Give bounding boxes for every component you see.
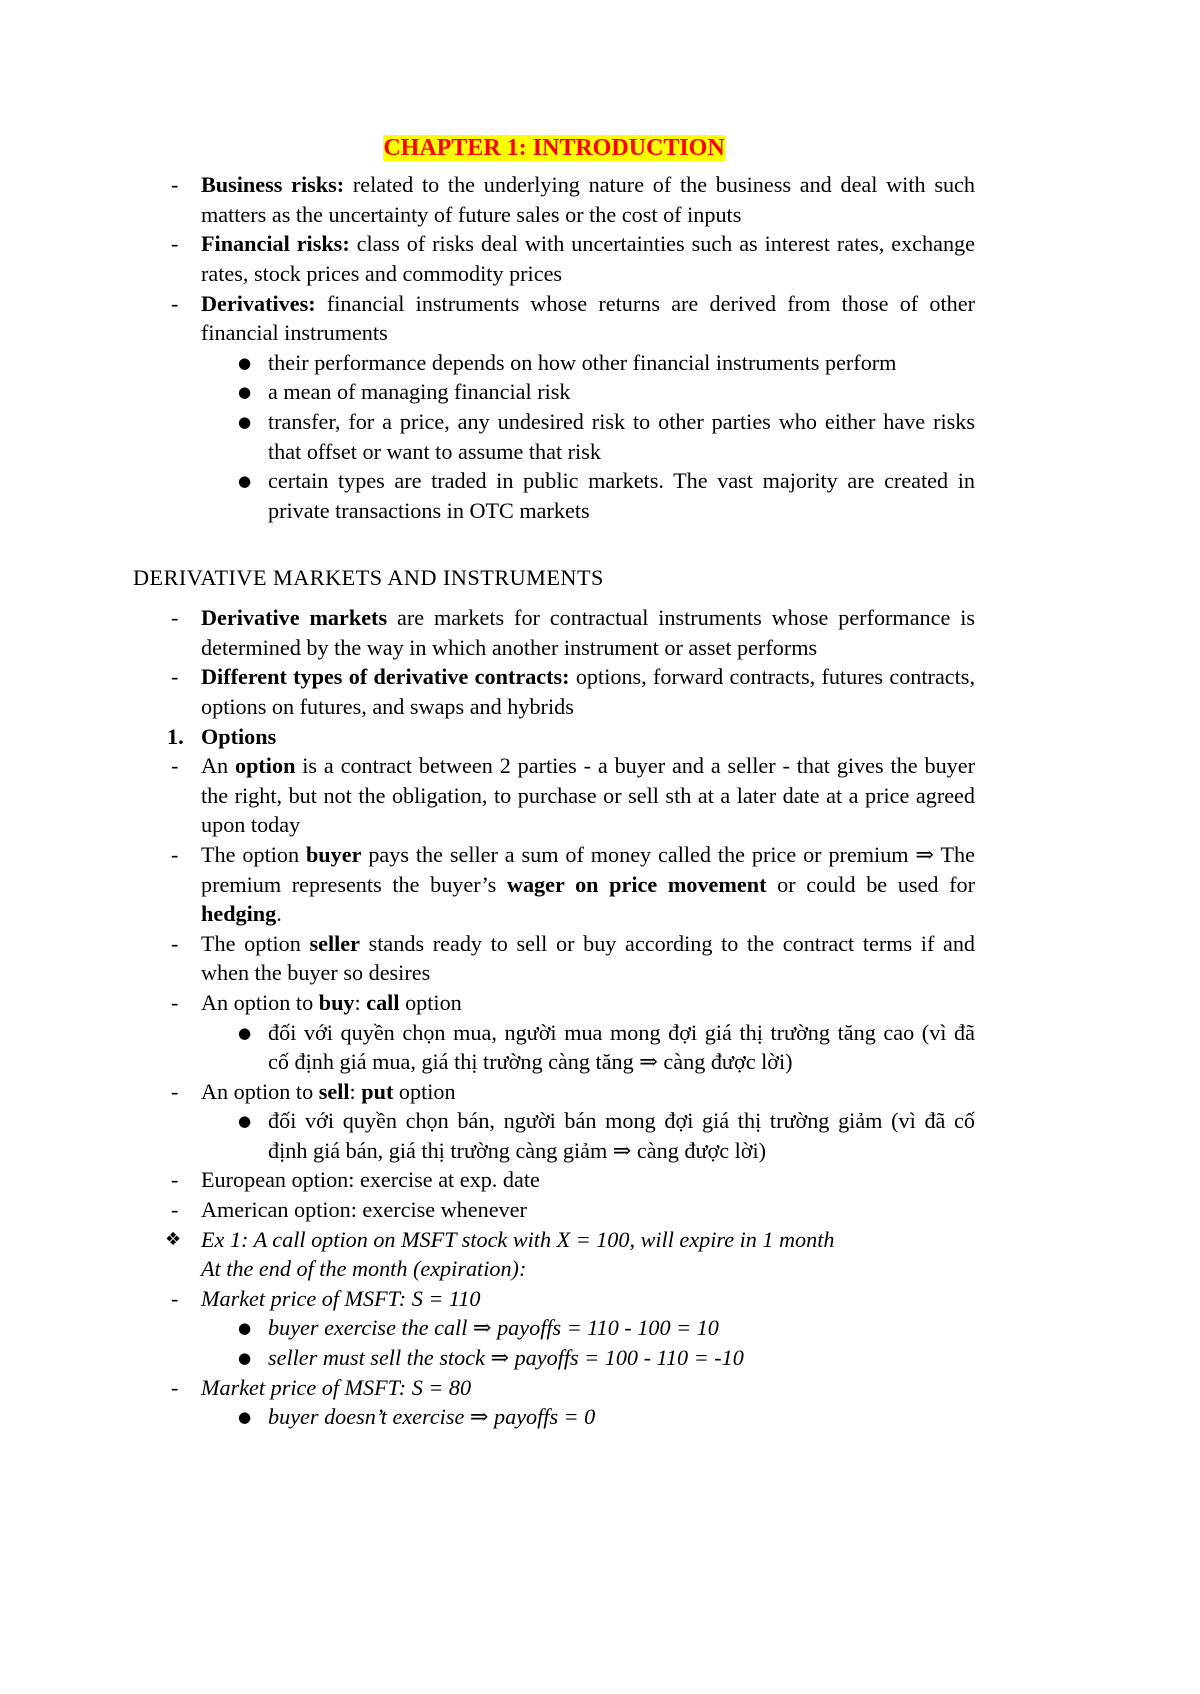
sub-bullet-item [0, 377, 1200, 407]
line-text [201, 988, 975, 1018]
bold-text: buyer [305, 841, 362, 867]
text-run: is a contract between 2 parties - a buyer and a seller - that gives the buyer [295, 753, 975, 779]
line-text [268, 437, 975, 467]
dash-marker: - [171, 1374, 179, 1400]
text-line [0, 1047, 1200, 1077]
bold-text: Financial risks: [201, 231, 350, 257]
text-run: rates, stock prices and commodity prices [201, 260, 563, 286]
text-run: determined by the way in which another instrument or asset performs [201, 634, 818, 660]
bold-text: seller [309, 930, 360, 956]
dash-list-item [0, 603, 1200, 662]
dash-list-item [0, 929, 1200, 988]
list-number: 1. [167, 723, 184, 749]
text-run: transfer, for a price, any undesired risk to other parties who either have risks [268, 408, 975, 434]
bold-text: Business risks: [201, 172, 345, 198]
text-line [0, 870, 1200, 900]
text-line [0, 229, 1200, 259]
line-text [201, 692, 975, 722]
text-line [0, 318, 1200, 348]
dash-marker: - [171, 1167, 179, 1193]
italic-text: seller must sell the stock ⇒ payoffs = 100 - 110 = -10 [268, 1345, 744, 1371]
line-text [201, 1284, 975, 1314]
text-line [0, 437, 1200, 467]
dash-marker: - [171, 930, 179, 956]
title-bar [133, 133, 975, 163]
bullet-icon: ● [238, 472, 252, 491]
line-text [268, 1047, 975, 1077]
bold-text: buy [318, 989, 355, 1015]
text-line [0, 1373, 1200, 1403]
line-text [268, 1106, 975, 1136]
dash-marker: - [171, 231, 179, 257]
line-text [201, 318, 975, 348]
sub-bullet-item [0, 1018, 1200, 1077]
sub-bullet-item [0, 348, 1200, 378]
text-run: định giá bán, giá thị trường càng giảm ⇒ càng được lời) [268, 1137, 767, 1163]
text-line [0, 377, 1200, 407]
text-run: đối với quyền chọn bán, người bán mong đợi giá thị trường giảm (vì đã cố [268, 1108, 975, 1134]
text-run: : [354, 989, 367, 1015]
text-run: premium represents the buyer’s [201, 871, 507, 897]
line-text [201, 1225, 975, 1255]
dash-list-item [0, 1077, 1200, 1107]
text-run: đối với quyền chọn mua, người mua mong đợi giá thị trường tăng cao (vì đã [268, 1019, 975, 1045]
text-line [0, 810, 1200, 840]
line-text [268, 1136, 975, 1166]
text-line [0, 1165, 1200, 1195]
text-run: their performance depends on how other financial instruments perform [268, 349, 897, 375]
text-run: private transactions in OTC markets [268, 497, 590, 523]
text-run: cố định giá mua, giá thị trường càng tăng ⇒ càng được lời) [268, 1049, 793, 1075]
dash-marker: - [171, 1078, 179, 1104]
text-run: The option [201, 930, 310, 956]
text-line [0, 662, 1200, 692]
dash-marker: - [171, 989, 179, 1015]
dash-list-item [0, 1284, 1200, 1314]
bold-text: option [234, 753, 296, 779]
text-line [0, 170, 1200, 200]
italic-text: Market price of MSFT: S = 110 [201, 1285, 481, 1311]
dash-list-item [0, 229, 1200, 288]
text-line [0, 722, 1200, 752]
italic-text: At the end of the month (expiration): [201, 1256, 527, 1282]
line-text [268, 1018, 975, 1048]
bullet-icon: ● [238, 1408, 252, 1427]
section-list [0, 603, 1200, 1432]
dash-marker: - [171, 664, 179, 690]
text-run: related to the underlying nature of the business and deal with such [344, 172, 975, 198]
line-text [201, 170, 975, 200]
text-line [0, 1018, 1200, 1048]
line-text [268, 348, 975, 378]
line-text [201, 259, 975, 289]
text-line [0, 958, 1200, 988]
line-text [268, 1343, 975, 1373]
line-text [201, 229, 975, 259]
text-run: a mean of managing financial risk [268, 379, 571, 405]
line-text [201, 200, 975, 230]
example-caption [0, 1254, 1200, 1284]
bold-text: sell [318, 1078, 350, 1104]
bold-text: hedging [201, 901, 277, 927]
text-run: options, forward contracts, futures contracts, [569, 664, 975, 690]
line-text [201, 662, 975, 692]
text-line [0, 692, 1200, 722]
text-run: . [276, 901, 282, 927]
text-line [0, 840, 1200, 870]
line-text [201, 1254, 975, 1284]
text-line [0, 1402, 1200, 1432]
sub-bullet-item [0, 1343, 1200, 1373]
dash-list-item [0, 751, 1200, 840]
bold-text: put [361, 1078, 394, 1104]
bullet-icon: ● [238, 383, 252, 402]
text-line [0, 929, 1200, 959]
text-line [0, 200, 1200, 230]
text-line [0, 1313, 1200, 1343]
line-text [268, 407, 975, 437]
line-text [201, 1195, 975, 1225]
text-line [0, 348, 1200, 378]
text-run: the right, but not the obligation, to purchase or sell sth at a later date at a price agreed [201, 782, 975, 808]
text-line [0, 1136, 1200, 1166]
text-line [0, 1343, 1200, 1373]
text-line [0, 1195, 1200, 1225]
text-run: European option: exercise at exp. date [201, 1167, 540, 1193]
dash-marker: - [171, 1197, 179, 1223]
text-run: pays the seller a sum of money called the price or premium ⇒ The [361, 841, 975, 867]
line-text [268, 496, 975, 526]
text-line [0, 1077, 1200, 1107]
dash-marker: - [171, 172, 179, 198]
text-run: are markets for contractual instruments whose performance is [387, 605, 976, 631]
sub-bullet-item [0, 1106, 1200, 1165]
line-text [268, 1313, 975, 1343]
text-run: financial instruments whose returns are derived from those of other [315, 290, 975, 316]
dash-list-item [0, 662, 1200, 721]
line-text [201, 958, 975, 988]
text-run: when the buyer so desires [201, 960, 431, 986]
dash-list-item [0, 1195, 1200, 1225]
bullet-icon: ● [238, 1023, 252, 1042]
line-text [268, 1402, 975, 1432]
text-line [0, 899, 1200, 929]
bold-text: Different types of derivative contracts: [201, 664, 570, 690]
text-line [0, 1225, 1200, 1255]
text-line [0, 259, 1200, 289]
bold-text: wager on price movement [506, 871, 767, 897]
bullet-icon: ● [238, 412, 252, 431]
line-text [201, 1165, 975, 1195]
dash-marker: - [171, 1285, 179, 1311]
intro-list [0, 170, 1200, 525]
text-run: An [201, 753, 235, 779]
text-run: matters as the uncertainty of future sales or the cost of inputs [201, 201, 742, 227]
numbered-heading [0, 722, 1200, 752]
dash-marker: - [171, 841, 179, 867]
line-text [201, 781, 975, 811]
text-run: American option: exercise whenever [201, 1197, 527, 1223]
diamond-bullet-icon: ❖ [165, 1228, 182, 1250]
text-run: The option [201, 841, 306, 867]
text-line [0, 407, 1200, 437]
text-line [0, 603, 1200, 633]
bold-text: Options [201, 723, 277, 749]
text-run: : [349, 1078, 362, 1104]
text-run: option [393, 1078, 456, 1104]
dash-list-item [0, 289, 1200, 348]
line-text [201, 810, 975, 840]
line-text [201, 1077, 975, 1107]
line-text [201, 633, 975, 663]
text-run: that offset or want to assume that risk [268, 438, 601, 464]
text-line [0, 781, 1200, 811]
italic-text: buyer exercise the call ⇒ payoffs = 110 - 100 = 10 [268, 1315, 719, 1341]
text-run: options on futures, and swaps and hybrids [201, 693, 574, 719]
text-run: upon today [201, 812, 301, 838]
bold-text: Derivatives: [201, 290, 316, 316]
italic-text: Ex 1: A call option on MSFT stock with X = 100, will expire in 1 month [201, 1226, 835, 1252]
line-text [201, 722, 975, 752]
line-text [201, 899, 975, 929]
bullet-icon: ● [238, 353, 252, 372]
chapter-title: CHAPTER 1: INTRODUCTION [383, 135, 725, 161]
line-text [201, 751, 975, 781]
line-text [201, 289, 975, 319]
dash-marker: - [171, 753, 179, 779]
text-line [0, 496, 1200, 526]
sub-bullet-item [0, 1313, 1200, 1343]
text-line [0, 1254, 1200, 1284]
line-text [201, 929, 975, 959]
dash-marker: - [171, 605, 179, 631]
text-line [0, 289, 1200, 319]
text-line [0, 1106, 1200, 1136]
line-text [201, 1373, 975, 1403]
text-run: An option to [201, 1078, 319, 1104]
dash-list-item [0, 1373, 1200, 1403]
text-line [0, 633, 1200, 663]
text-line [0, 751, 1200, 781]
bullet-icon: ● [238, 1319, 252, 1338]
line-text [201, 840, 975, 870]
dash-list-item [0, 170, 1200, 229]
line-text [268, 466, 975, 496]
bullet-icon: ● [238, 1112, 252, 1131]
text-run: financial instruments [201, 320, 388, 346]
text-line [0, 1284, 1200, 1314]
line-text [201, 870, 975, 900]
text-run: option [399, 989, 462, 1015]
dash-list-item [0, 988, 1200, 1018]
italic-text: buyer doesn’t exercise ⇒ payoffs = 0 [268, 1404, 596, 1430]
dash-marker: - [171, 290, 179, 316]
text-run: An option to [201, 989, 319, 1015]
text-run: stands ready to sell or buy according to the contract terms if and [360, 930, 976, 956]
section-heading: DERIVATIVE MARKETS AND INSTRUMENTS [133, 565, 604, 590]
sub-bullet-item [0, 466, 1200, 525]
bullet-icon: ● [238, 1349, 252, 1368]
dash-list-item [0, 1165, 1200, 1195]
text-run: certain types are traded in public markets. The vast majority are created in [268, 468, 975, 494]
text-run: class of risks deal with uncertainties such as interest rates, exchange [349, 231, 975, 257]
text-line [0, 988, 1200, 1018]
line-text [268, 377, 975, 407]
line-text [201, 603, 975, 633]
bold-text: Derivative markets [201, 605, 388, 631]
italic-text: Market price of MSFT: S = 80 [201, 1374, 472, 1400]
sub-bullet-item [0, 407, 1200, 466]
text-run: or could be used for [766, 871, 975, 897]
dash-list-item [0, 840, 1200, 929]
sub-bullet-item [0, 1402, 1200, 1432]
bold-text: call [366, 989, 400, 1015]
example-item [0, 1225, 1200, 1255]
text-line [0, 466, 1200, 496]
